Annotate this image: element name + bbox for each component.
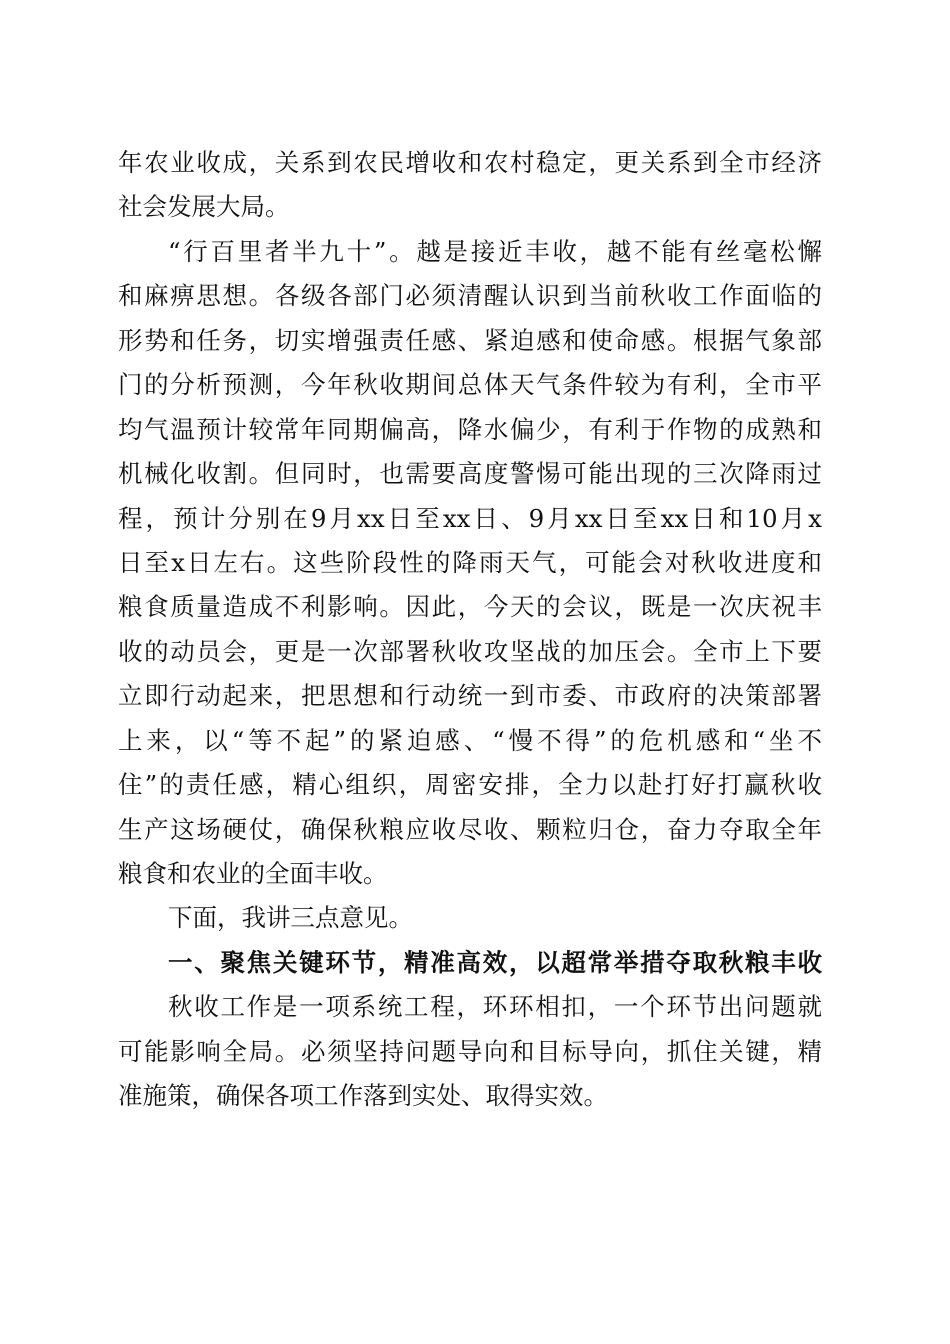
text-line: 门的分析预测，今年秋收期间总体天气条件较为有利，全市平	[118, 370, 822, 400]
paragraph-section-one	[118, 985, 822, 1118]
text-line: 下面，我讲三点意见。	[168, 903, 413, 933]
text-line: 机械化收割。但同时，也需要高度警惕可能出现的三次降雨过	[118, 459, 822, 489]
text-line: 收的动员会，更是一次部署秋收攻坚战的加压会。全市上下要	[118, 636, 822, 666]
paragraph-situation	[118, 230, 822, 897]
text-line: 上来，以“等不起”的紧迫感、“慢不得”的危机感和“坐不	[118, 725, 822, 755]
section-heading	[118, 941, 822, 985]
text-line: 生产这场硬仗，确保秋粮应收尽收、颗粒归仓，奋力夺取全年	[118, 814, 822, 844]
paragraph-intro	[118, 896, 822, 940]
text-line: 立即行动起来，把思想和行动统一到市委、市政府的决策部署	[118, 681, 822, 711]
text-line: 粮食和农业的全面丰收。	[118, 859, 388, 888]
paragraph-continuation	[118, 141, 822, 230]
text-line: 准施策，确保各项工作落到实处、取得实效。	[118, 1081, 608, 1111]
text-line: 日至x日左右。这些阶段性的降雨天气，可能会对秋收进度和	[118, 547, 822, 577]
document-body	[118, 141, 822, 1119]
text-line: 程，预计分别在9月xx日至xx日、9月xx日至xx日和10月x	[118, 503, 822, 533]
heading-line: 一、聚焦关键环节，精准高效，以超常举措夺取秋粮丰收	[168, 947, 822, 977]
text-line: 年农业收成，关系到农民增收和农村稳定，更关系到全市经济	[118, 148, 822, 177]
text-line: 粮食质量造成不利影响。因此，今天的会议，既是一次庆祝丰	[118, 592, 822, 622]
text-line: 均气温预计较常年同期偏高，降水偏少，有利于作物的成熟和	[118, 414, 822, 444]
text-line: 和麻痹思想。各级各部门必须清醒认识到当前秋收工作面临的	[118, 281, 822, 311]
text-line: 社会发展大局。	[118, 192, 290, 222]
text-line: 住”的责任感，精心组织，周密安排，全力以赴打好打赢秋收	[118, 770, 822, 800]
text-line: 形势和任务，切实增强责任感、紧迫感和使命感。根据气象部	[118, 325, 822, 355]
text-line: 秋收工作是一项系统工程，环环相扣，一个环节出问题就	[168, 992, 822, 1022]
text-line: 可能影响全局。必须坚持问题导向和目标导向，抓住关键，精	[118, 1036, 822, 1066]
text-line: “行百里者半九十”。越是接近丰收，越不能有丝毫松懈	[168, 236, 822, 266]
